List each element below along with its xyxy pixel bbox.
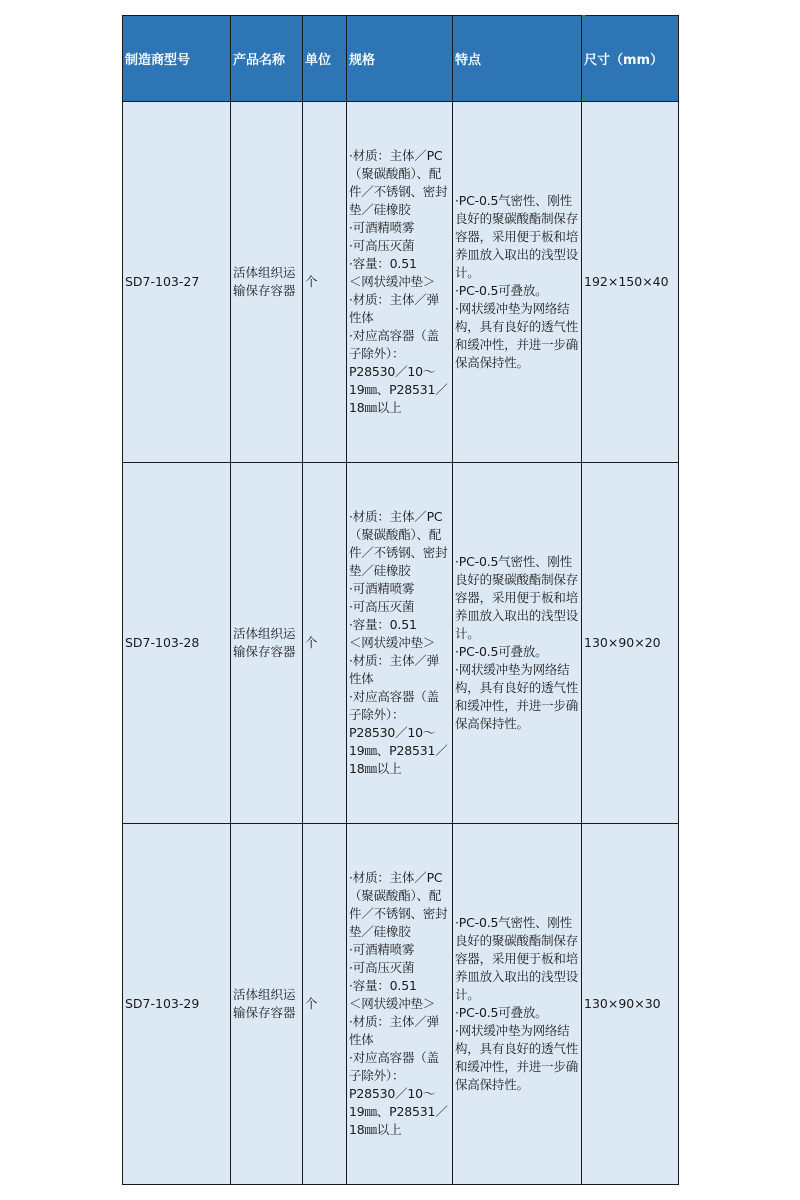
cell-size: 192×150×40: [582, 102, 679, 463]
cell-product-name: 活体组织运输保存容器: [231, 102, 303, 463]
cell-product-name: 活体组织运输保存容器: [231, 824, 303, 1185]
cell-unit: 个: [303, 824, 347, 1185]
product-spec-table: [122, 15, 679, 1185]
header-spec: 规格: [347, 16, 453, 102]
cell-spec: ·材质：主体／PC（聚碳酸酯）、配件／不锈钢、密封垫／硅橡胶 ·可酒精喷雾 ·可高压灭菌 ·容量：0.51 ＜网状缓冲垫＞ ·材质：主体／弹性体 ·对应高容器（盖子除外）：P28530／10～19㎜、P28531／18㎜以上: [347, 824, 453, 1185]
table-row: [123, 463, 679, 824]
cell-model: SD7-103-28: [123, 463, 231, 824]
cell-unit: 个: [303, 102, 347, 463]
cell-spec: ·材质：主体／PC（聚碳酸酯）、配件／不锈钢、密封垫／硅橡胶 ·可酒精喷雾 ·可高压灭菌 ·容量：0.51 ＜网状缓冲垫＞ ·材质：主体／弹性体 ·对应高容器（盖子除外）：P28530／10～19㎜、P28531／18㎜以上: [347, 102, 453, 463]
cell-model: SD7-103-29: [123, 824, 231, 1185]
header-unit: 单位: [303, 16, 347, 102]
header-features: 特点: [453, 16, 582, 102]
cell-spec: ·材质：主体／PC（聚碳酸酯）、配件／不锈钢、密封垫／硅橡胶 ·可酒精喷雾 ·可高压灭菌 ·容量：0.51 ＜网状缓冲垫＞ ·材质：主体／弹性体 ·对应高容器（盖子除外）：P28530／10～19㎜、P28531／18㎜以上: [347, 463, 453, 824]
cell-features: ·PC-0.5气密性、刚性良好的聚碳酸酯制保存容器，采用便于板和培养皿放入取出的浅型设计。 ·PC-0.5可叠放。 ·网状缓冲垫为网络结构，具有良好的透气性和缓冲性，并进一步确保高保持性。: [453, 463, 582, 824]
header-product-name: 产品名称: [231, 16, 303, 102]
cell-features: ·PC-0.5气密性、刚性良好的聚碳酸酯制保存容器，采用便于板和培养皿放入取出的浅型设计。 ·PC-0.5可叠放。 ·网状缓冲垫为网络结构，具有良好的透气性和缓冲性，并进一步确保高保持性。: [453, 102, 582, 463]
table-header-row: [123, 16, 679, 102]
cell-product-name: 活体组织运输保存容器: [231, 463, 303, 824]
table-row: [123, 102, 679, 463]
header-model: 制造商型号: [123, 16, 231, 102]
cell-comment-marker: [582, 15, 586, 19]
cell-features: ·PC-0.5气密性、刚性良好的聚碳酸酯制保存容器，采用便于板和培养皿放入取出的浅型设计。 ·PC-0.5可叠放。 ·网状缓冲垫为网络结构，具有良好的透气性和缓冲性，并进一步确保高保持性。: [453, 824, 582, 1185]
cell-size: 130×90×20: [582, 463, 679, 824]
cell-unit: 个: [303, 463, 347, 824]
cell-comment-marker: [582, 97, 586, 101]
cell-size: 130×90×30: [582, 824, 679, 1185]
cell-model: SD7-103-27: [123, 102, 231, 463]
table-row: [123, 824, 679, 1185]
header-size: 尺寸（mm）: [582, 16, 679, 102]
